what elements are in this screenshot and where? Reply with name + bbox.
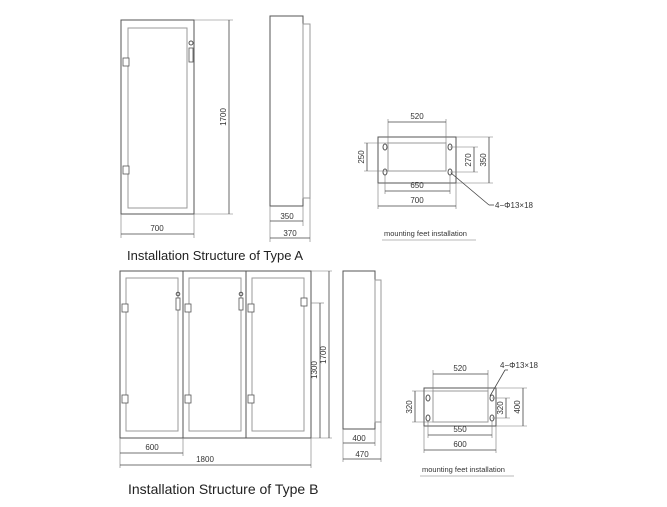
type-b-height-inner-label: 1300 bbox=[310, 361, 319, 379]
type-b-depth-inner-label: 400 bbox=[352, 434, 366, 443]
type-a-feet-note: mounting feet installation bbox=[384, 229, 467, 238]
mounting-hole-icon bbox=[426, 395, 430, 401]
hinge-icon bbox=[248, 304, 254, 312]
hinge-icon bbox=[185, 395, 191, 403]
type-a-depth-inner-label: 350 bbox=[280, 212, 294, 221]
hinge-icon bbox=[185, 304, 191, 312]
lock-icon bbox=[189, 41, 193, 45]
type-a-caption: Installation Structure of Type A bbox=[127, 248, 304, 263]
type-b-feet-inner-height: 320 bbox=[496, 401, 505, 415]
type-a-depth-outer-label: 370 bbox=[283, 229, 297, 238]
type-b-hole-spec: 4−Φ13×18 bbox=[500, 361, 538, 370]
type-b-feet-inner-width: 550 bbox=[453, 425, 467, 434]
type-a-mounting-feet bbox=[357, 112, 534, 240]
mounting-hole-icon bbox=[426, 415, 430, 421]
type-b-unit-width-label: 600 bbox=[145, 443, 159, 452]
type-b-feet-top-width: 520 bbox=[453, 364, 467, 373]
type-b-width-dimensions bbox=[120, 438, 311, 468]
type-b-side-view bbox=[343, 271, 381, 462]
type-b-depth-outer-label: 470 bbox=[355, 450, 369, 459]
mounting-hole-icon bbox=[383, 169, 387, 175]
type-b-total-width-label: 1800 bbox=[196, 455, 214, 464]
type-b-feet-note: mounting feet installation bbox=[422, 465, 505, 474]
type-b-feet-outer-width: 600 bbox=[453, 440, 467, 449]
type-b-height-outer-label: 1700 bbox=[319, 346, 328, 364]
handle-icon bbox=[239, 298, 243, 310]
handle-icon bbox=[301, 298, 307, 306]
type-b-feet-outer-height: 400 bbox=[513, 400, 522, 414]
type-a-feet-outer-width: 700 bbox=[410, 196, 424, 205]
type-b-feet-left-height: 320 bbox=[405, 400, 414, 414]
hinge-icon bbox=[123, 166, 129, 174]
type-a-height-label: 1700 bbox=[219, 108, 228, 126]
type-a-hole-spec: 4−Φ13×18 bbox=[495, 201, 533, 210]
hinge-icon bbox=[123, 58, 129, 66]
hinge-icon bbox=[248, 395, 254, 403]
type-a-width-label: 700 bbox=[150, 224, 164, 233]
type-a-feet-outer-height: 350 bbox=[479, 153, 488, 167]
hinge-icon bbox=[122, 304, 128, 312]
hinge-icon bbox=[122, 395, 128, 403]
type-a-feet-inner-width: 650 bbox=[410, 181, 424, 190]
handle-icon bbox=[189, 48, 193, 62]
type-a-side-view bbox=[270, 16, 310, 242]
mounting-hole-icon bbox=[383, 144, 387, 150]
type-a-feet-left-height: 250 bbox=[357, 150, 366, 164]
type-b-front-view bbox=[120, 271, 311, 438]
type-b-mounting-feet bbox=[405, 361, 539, 476]
type-a-height-dimension bbox=[194, 20, 233, 214]
handle-icon bbox=[176, 298, 180, 310]
type-b-height-dimensions bbox=[310, 271, 332, 438]
type-a-feet-top-width: 520 bbox=[410, 112, 424, 121]
type-a-front-view bbox=[121, 20, 194, 214]
type-a-width-dimension bbox=[121, 214, 194, 238]
type-a-feet-inner-height: 270 bbox=[464, 153, 473, 167]
type-b-caption: Installation Structure of Type B bbox=[128, 481, 319, 497]
